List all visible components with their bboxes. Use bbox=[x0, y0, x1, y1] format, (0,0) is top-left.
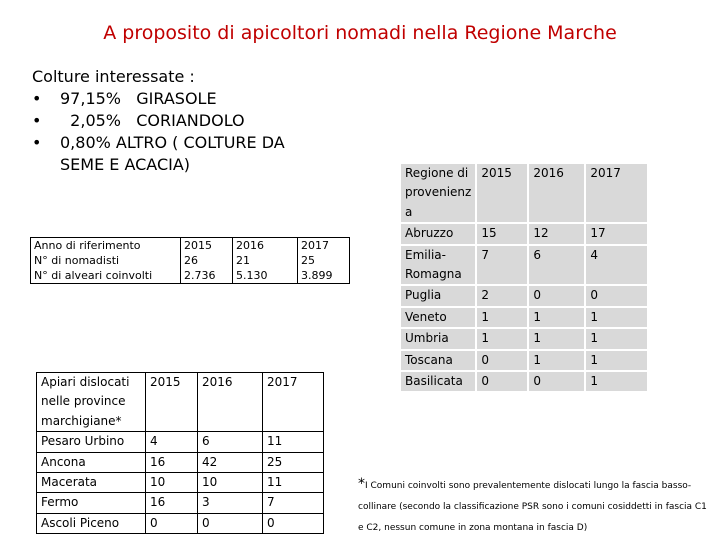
table-cell: Macerata bbox=[37, 473, 146, 493]
table-cell: 3 bbox=[198, 493, 263, 513]
table-header-cell: 2016 bbox=[198, 373, 263, 432]
table-row bbox=[31, 253, 350, 268]
table-cell: 25 bbox=[298, 253, 350, 268]
table-cell: 7 bbox=[476, 245, 528, 286]
table-cell: Pesaro Urbino bbox=[37, 432, 146, 452]
table-cell: 2.736 bbox=[181, 268, 233, 284]
crop-item: • 0,80% ALTRO ( COLTURE DA SEME E ACACIA) bbox=[32, 132, 290, 176]
table-cell: 15 bbox=[476, 223, 528, 244]
table-cell: 0 bbox=[476, 371, 528, 392]
table-cell: Basilicata bbox=[400, 371, 476, 392]
table-header-cell: 2015 bbox=[146, 373, 198, 432]
table-cell: 17 bbox=[585, 223, 648, 244]
table-cell: Umbria bbox=[400, 328, 476, 349]
table-cell: 1 bbox=[476, 328, 528, 349]
table-header-cell: Apiari dislocati nelle province marchigiane* bbox=[37, 373, 146, 432]
table-cell: 10 bbox=[146, 473, 198, 493]
table-cell: Ascoli Piceno bbox=[37, 513, 146, 533]
table-header-cell: 2017 bbox=[585, 163, 648, 223]
table-cell: 1 bbox=[528, 307, 585, 328]
table-cell: 21 bbox=[233, 253, 298, 268]
table-row bbox=[400, 245, 648, 286]
table-cell: 2016 bbox=[233, 238, 298, 254]
table-cell: 16 bbox=[146, 493, 198, 513]
table-cell: 1 bbox=[585, 371, 648, 392]
table-header-row bbox=[400, 163, 648, 223]
table-row bbox=[37, 493, 324, 513]
table-row bbox=[37, 513, 324, 533]
table-cell: 42 bbox=[198, 452, 263, 472]
table-cell: 4 bbox=[585, 245, 648, 286]
table-row bbox=[37, 452, 324, 472]
footnote-star: * bbox=[358, 476, 365, 492]
table-cell: 0 bbox=[198, 513, 263, 533]
table-cell: 11 bbox=[263, 432, 324, 452]
footnote-text: I Comuni coinvolti sono prevalentemente dislocati lungo la fascia basso-collinare (secondo la classificazione PSR sono i comuni cosiddetti in fascia C1 e C2, nessun comune in zona montana in fascia D) bbox=[358, 481, 707, 533]
table-cell: 3.899 bbox=[298, 268, 350, 284]
table-cell: 11 bbox=[263, 473, 324, 493]
table-row bbox=[400, 223, 648, 244]
table-cell: 6 bbox=[198, 432, 263, 452]
table-cell: 26 bbox=[181, 253, 233, 268]
table-row bbox=[400, 307, 648, 328]
table-cell: Toscana bbox=[400, 350, 476, 371]
table-cell: 12 bbox=[528, 223, 585, 244]
table-cell: 16 bbox=[146, 452, 198, 472]
table-row bbox=[400, 285, 648, 306]
nomadi-table bbox=[30, 237, 350, 284]
table-cell: Fermo bbox=[37, 493, 146, 513]
table-header-cell: 2017 bbox=[263, 373, 324, 432]
table-cell: Puglia bbox=[400, 285, 476, 306]
table-header-cell: 2016 bbox=[528, 163, 585, 223]
table-cell: N° di alveari coinvolti bbox=[31, 268, 181, 284]
table-cell: Veneto bbox=[400, 307, 476, 328]
crop-list bbox=[32, 88, 290, 176]
table-cell: 0 bbox=[528, 285, 585, 306]
table-cell: 1 bbox=[528, 350, 585, 371]
table-header-row bbox=[37, 373, 324, 432]
table-cell: Emilia-Romagna bbox=[400, 245, 476, 286]
table-cell: 2015 bbox=[181, 238, 233, 254]
province-table bbox=[36, 372, 324, 534]
table-cell: 1 bbox=[585, 328, 648, 349]
table-header-cell: Regione di provenienz a bbox=[400, 163, 476, 223]
table-cell: 1 bbox=[585, 307, 648, 328]
crop-item: • 2,05% CORIANDOLO bbox=[32, 110, 290, 132]
table-row bbox=[400, 371, 648, 392]
table-cell: 4 bbox=[146, 432, 198, 452]
table-cell: Ancona bbox=[37, 452, 146, 472]
intro-heading: Colture interessate : bbox=[32, 67, 195, 86]
table-cell: N° di nomadisti bbox=[31, 253, 181, 268]
table-cell: 0 bbox=[476, 350, 528, 371]
table-row bbox=[37, 432, 324, 452]
table-row bbox=[37, 473, 324, 493]
page-title: A proposito di apicoltori nomadi nella Regione Marche bbox=[103, 22, 617, 44]
table-cell: Anno di riferimento bbox=[31, 238, 181, 254]
table-cell: 1 bbox=[585, 350, 648, 371]
table-cell: 0 bbox=[263, 513, 324, 533]
table-cell: 1 bbox=[528, 328, 585, 349]
regioni-table bbox=[399, 162, 649, 393]
table-cell: 10 bbox=[198, 473, 263, 493]
table-cell: 0 bbox=[528, 371, 585, 392]
table-cell: 0 bbox=[146, 513, 198, 533]
intro-section bbox=[32, 66, 290, 176]
table-row bbox=[31, 238, 350, 254]
table-cell: 2 bbox=[476, 285, 528, 306]
table-cell: 6 bbox=[528, 245, 585, 286]
table-cell: 7 bbox=[263, 493, 324, 513]
table-row bbox=[400, 350, 648, 371]
table-cell: 25 bbox=[263, 452, 324, 472]
table-cell: 1 bbox=[476, 307, 528, 328]
table-header-cell: 2015 bbox=[476, 163, 528, 223]
footnote bbox=[358, 474, 708, 539]
table-row bbox=[31, 268, 350, 284]
table-cell: 5.130 bbox=[233, 268, 298, 284]
table-cell: Abruzzo bbox=[400, 223, 476, 244]
table-cell: 2017 bbox=[298, 238, 350, 254]
table-cell: 0 bbox=[585, 285, 648, 306]
table-row bbox=[400, 328, 648, 349]
crop-item: • 97,15% GIRASOLE bbox=[32, 88, 290, 110]
